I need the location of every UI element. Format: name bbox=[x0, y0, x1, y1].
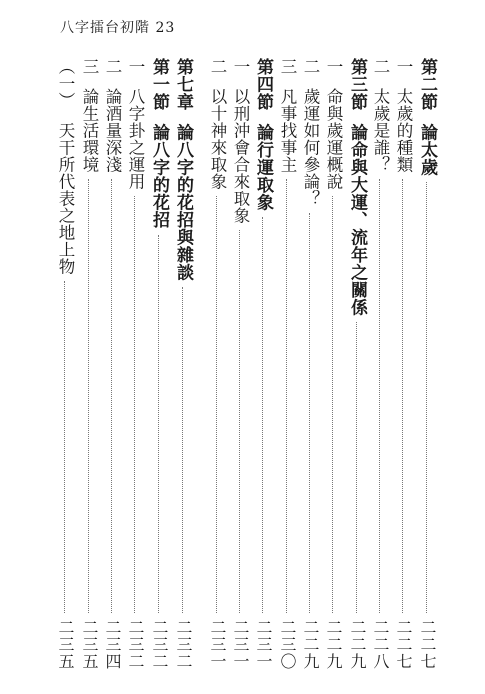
toc-entry-index: 二 bbox=[301, 58, 320, 75]
toc-leader-dots bbox=[88, 179, 89, 613]
toc-entry-title: 論行運取象 bbox=[253, 123, 273, 211]
toc-entry bbox=[322, 58, 344, 670]
toc-leader-dots bbox=[356, 322, 357, 613]
toc-entry bbox=[101, 58, 123, 670]
toc-entry-page: 二二九 bbox=[324, 619, 343, 670]
toc-entry-page: 二三二 bbox=[174, 619, 193, 670]
toc-entry bbox=[54, 58, 76, 670]
toc-entry-title: 歲運如何參論？ bbox=[301, 88, 320, 207]
toc-entry bbox=[299, 58, 321, 670]
toc-entry-index: 第二節 bbox=[417, 58, 437, 111]
toc-entry-page: 二三四 bbox=[103, 619, 122, 670]
toc-entry-index: （一） bbox=[56, 58, 75, 109]
toc-leader-dots bbox=[332, 196, 333, 613]
toc-leader-dots bbox=[262, 217, 263, 613]
toc-entry-index: 三 bbox=[80, 58, 99, 75]
toc-entry-page: 二三五 bbox=[56, 619, 75, 670]
toc-entry-page: 二二七 bbox=[418, 619, 437, 670]
toc-entry-index: 一 bbox=[231, 58, 250, 75]
toc-entry-title: 命與歲運概說 bbox=[324, 88, 343, 190]
toc-leader-dots bbox=[239, 230, 240, 613]
toc-entry bbox=[369, 58, 391, 670]
toc-entry bbox=[172, 58, 194, 670]
toc-entry-page: 二三五 bbox=[80, 619, 99, 670]
toc-entry-page: 二三一 bbox=[254, 619, 273, 670]
toc-entry-title: 論酒量深淺 bbox=[103, 88, 122, 173]
toc-leader-dots bbox=[402, 179, 403, 613]
toc-entry bbox=[78, 58, 100, 670]
toc-entry bbox=[346, 58, 368, 670]
toc-entry-title: 論太歲 bbox=[417, 123, 437, 176]
toc-entry-index: 二 bbox=[103, 58, 122, 75]
toc-entry bbox=[206, 58, 228, 670]
toc-leader-dots bbox=[182, 287, 183, 613]
toc-leader-dots bbox=[426, 182, 427, 613]
toc-entry-index: 一 bbox=[324, 58, 343, 75]
toc-entry-index: 三 bbox=[278, 58, 297, 75]
toc-entry-index: 第一節 bbox=[149, 58, 169, 111]
toc-entry-title: 太歲是誰？ bbox=[371, 88, 390, 173]
toc-entry-page: 二二九 bbox=[348, 619, 367, 670]
toc-entry-page: 二三一 bbox=[231, 619, 250, 670]
toc-leader-dots bbox=[64, 281, 65, 613]
toc-entry-index: 一 bbox=[126, 58, 145, 75]
toc-entry bbox=[416, 58, 438, 670]
toc-entry bbox=[252, 58, 274, 670]
toc-entry-page: 二三〇 bbox=[278, 619, 297, 670]
toc-leader-dots bbox=[158, 235, 159, 614]
toc-entry-page: 二三二 bbox=[150, 619, 169, 670]
toc-entry-title: 以十神來取象 bbox=[208, 88, 227, 190]
toc-leader-dots bbox=[309, 213, 310, 613]
toc-entry-index: 第七章 bbox=[173, 58, 193, 111]
toc-entry-index: 二 bbox=[208, 58, 227, 75]
toc-entry bbox=[276, 58, 298, 670]
toc-entry-title: 八字卦之運用 bbox=[126, 88, 145, 190]
toc-leader-dots bbox=[216, 196, 217, 613]
toc-entry bbox=[124, 58, 146, 670]
toc-leader-dots bbox=[111, 179, 112, 613]
toc-entry bbox=[392, 58, 414, 670]
toc-entry-title: 太歲的種類 bbox=[394, 88, 413, 173]
toc-leader-dots bbox=[286, 179, 287, 613]
toc-entry-index: 一 bbox=[394, 58, 413, 75]
toc-entry bbox=[148, 58, 170, 670]
toc-entry-title: 以刑沖會合來取象 bbox=[231, 88, 250, 224]
toc-entry-index: 第三節 bbox=[347, 58, 367, 111]
page-header: 八字擂台初階 23 bbox=[60, 20, 176, 36]
toc-leader-dots bbox=[379, 179, 380, 613]
toc-entry-title: 論八字的花招與雜談 bbox=[173, 123, 193, 281]
toc-entry-page: 二三二 bbox=[126, 619, 145, 670]
toc-leader-dots bbox=[134, 196, 135, 613]
toc-entry-page: 二二九 bbox=[301, 619, 320, 670]
toc-entry-page: 二二七 bbox=[394, 619, 413, 670]
toc-entry-title: 凡事找事主 bbox=[278, 88, 297, 173]
toc-entry-title: 論八字的花招 bbox=[149, 123, 169, 229]
toc-entry-index: 第四節 bbox=[253, 58, 273, 111]
toc-entry-page: 二三一 bbox=[208, 619, 227, 670]
toc-entry-index: 二 bbox=[371, 58, 390, 75]
toc-entry-title: 論命與大運、流年之關係 bbox=[347, 123, 367, 316]
toc-entry-page: 二二八 bbox=[371, 619, 390, 670]
toc-entry-title: 論生活環境 bbox=[80, 88, 99, 173]
toc-entry bbox=[229, 58, 251, 670]
toc-entry-title: 天干所代表之地上物 bbox=[56, 122, 75, 275]
